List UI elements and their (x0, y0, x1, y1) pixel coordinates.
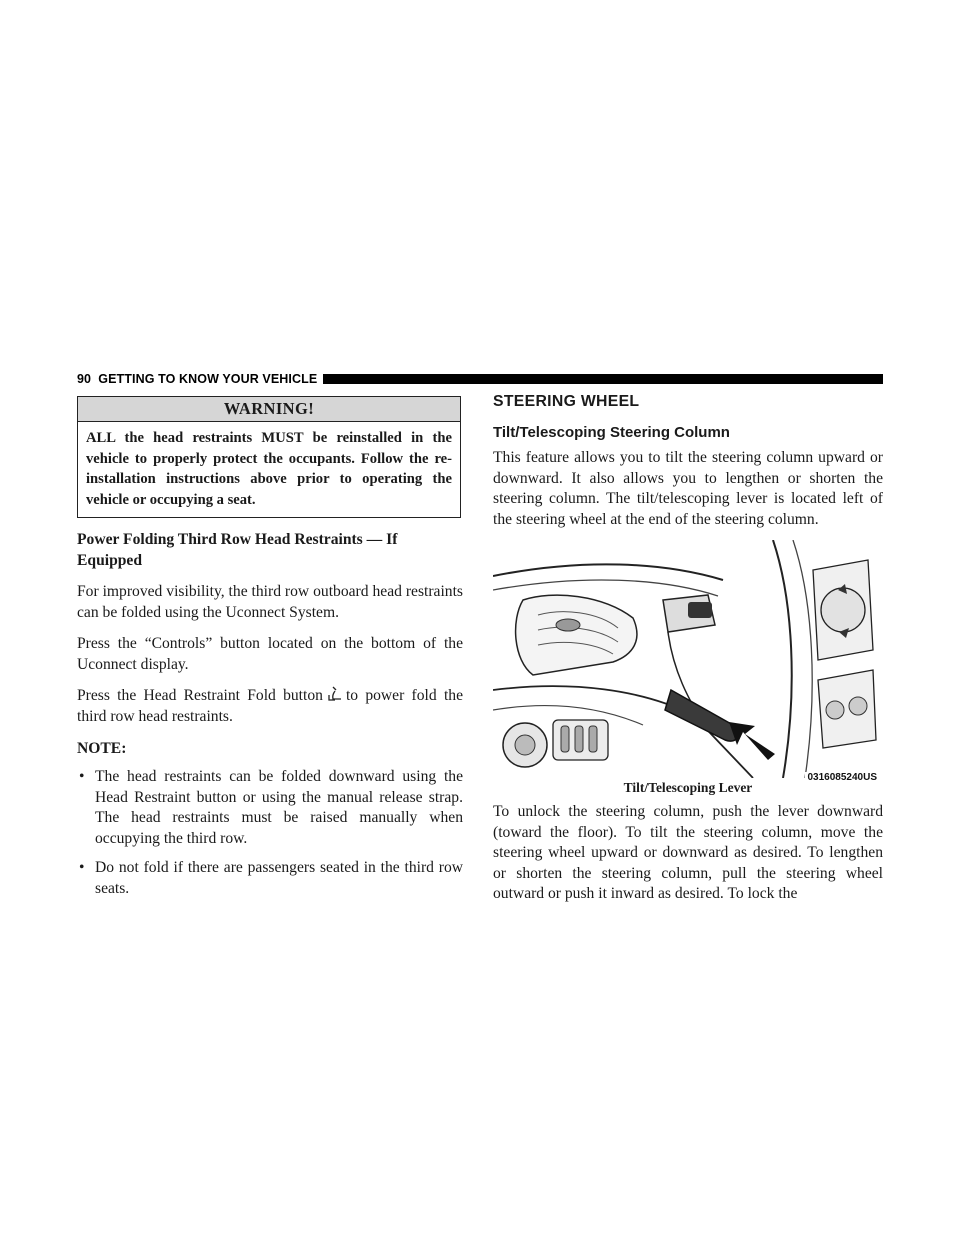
warning-title: WARNING! (78, 397, 460, 422)
figure-caption: Tilt/Telescoping Lever (623, 780, 753, 795)
bullet-text: The head restraints can be folded downward using the Head Restraint button or using the manual release strap. The head restraints must be raised manually when occupying the third row. (95, 768, 463, 847)
head-restraint-fold-icon (326, 686, 344, 702)
header-rule (323, 374, 883, 384)
steering-lever-illustration (493, 540, 883, 778)
para-fold-button (77, 686, 463, 727)
left-column (77, 396, 463, 908)
section-title: STEERING WHEEL (493, 393, 640, 410)
note-label: NOTE: (77, 740, 127, 757)
power-folding-heading: Power Folding Third Row Head Restraints — If Equipped (77, 531, 398, 569)
bullet: • (79, 859, 85, 876)
bullet: • (79, 768, 85, 785)
bullet-text: Do not fold if there are passengers seated in the third row seats. (95, 859, 463, 897)
para-tilt-instructions: To unlock the steering column, push the lever downward (toward the floor). To tilt the steering column, move the steering wheel upward or downward as desired. To lengthen or shorten the steering column, pull the steering wheel outward or push it inward as desired. To lock the (493, 803, 883, 902)
list-item (77, 858, 463, 899)
page-header (77, 371, 883, 387)
section-name: GETTING TO KNOW YOUR VEHICLE (98, 372, 318, 386)
para-controls: Press the “Controls” button located on the bottom of the Uconnect display. (77, 635, 463, 673)
note-list (77, 767, 463, 899)
fold-text-before: Press the Head Restraint Fold button (77, 687, 323, 704)
warning-box (77, 396, 461, 518)
page-header-text (77, 372, 317, 386)
para-tilt-intro: This feature allows you to tilt the steering column upward or downward. It also allows you to lengthen or shorten the steering column. The tilt/telescoping lever is located left of the steering wheel at the end of the steering column. (493, 449, 883, 528)
right-column (493, 392, 883, 905)
fold-text-after: to power fold the third row head restraints. (77, 687, 463, 725)
warning-text: ALL the head restraints MUST be reinstalled in the vehicle to properly protect the occupants. Follow the re-installation instructions above prior to operating the vehicle or occupying a seat. (86, 430, 452, 508)
page-number: 90 (77, 372, 92, 386)
para-visibility: For improved visibility, the third row outboard head restraints can be folded using the Uconnect System. (77, 583, 463, 621)
subsection-title: Tilt/Telescoping Steering Column (493, 424, 730, 441)
figure-code: 0316085240US (807, 772, 877, 783)
steering-figure (493, 540, 883, 798)
list-item (77, 767, 463, 849)
